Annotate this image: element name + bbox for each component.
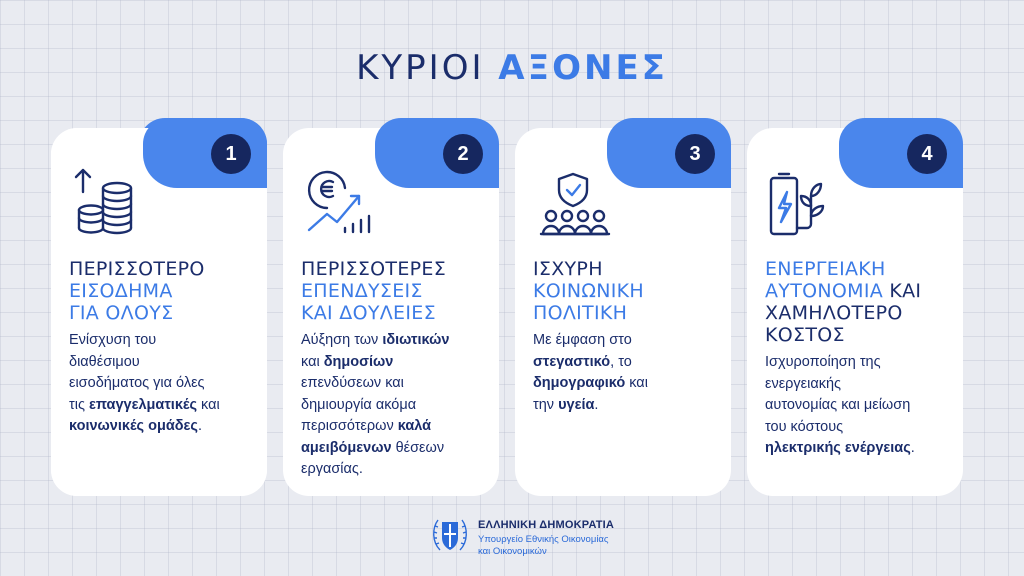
card-energy: [747, 118, 963, 496]
card-investments: [283, 118, 499, 496]
card-heading: ΠΕΡΙΣΣΟΤΕΡΕΣ ΕΠΕΝΔΥΣΕΙΣ ΚΑΙ ΔΟΥΛΕΙΕΣ: [301, 258, 446, 324]
card-heading: ΠΕΡΙΣΣΟΤΕΡΟ ΕΙΣΟΔΗΜΑ ΓΙΑ ΟΛΟΥΣ: [69, 258, 205, 324]
footer-ministry-line1: Υπουργείο Εθνικής Οικονομίας: [478, 534, 609, 545]
card-heading: ΙΣΧΥΡΗ ΚΟΙΝΩΝΙΚΗ ΠΟΛΙΤΙΚΗ: [533, 258, 645, 324]
footer-title: ΕΛΛΗΝΙΚΗ ΔΗΜΟΚΡΑΤΙΑ: [478, 519, 615, 531]
card-description: Με έμφαση στο στεγαστικό, το δημογραφικό και την υγεία.: [533, 332, 648, 413]
greek-coat-of-arms-icon: [430, 514, 470, 558]
card-number-badge: 4: [907, 134, 947, 174]
card-heading: ΕΝΕΡΓΕΙΑΚΗ ΑΥΤΟΝΟΜΙΑ ΚΑΙ ΧΑΜΗΛΟΤΕΡΟ ΚΟΣΤΟΣ: [765, 258, 922, 346]
card-social-policy: [515, 118, 731, 496]
card-description: Ισχυροποίηση της ενεργειακής αυτονομίας και μείωση του κόστους ηλεκτρικής ενέργειας.: [765, 354, 915, 456]
card-number-badge: 2: [443, 134, 483, 174]
card-description: Αύξηση των ιδιωτικών και δημοσίων επενδύσεων και δημιουργία ακόμα περισσότερων καλά αμειβόμενων θέσεων εργασίας.: [301, 332, 450, 477]
title-part2: ΑΞΟΝΕΣ: [498, 48, 668, 88]
card-number-badge: 3: [675, 134, 715, 174]
page-title: [0, 48, 1024, 88]
euro-growth-chart-icon: [301, 166, 381, 246]
card-description: Ενίσχυση του διαθέσιμου εισοδήματος για όλες τις επαγγελματικές και κοινωνικές ομάδες.: [69, 332, 220, 434]
battery-plant-icon: [765, 166, 845, 246]
shield-people-icon: [533, 166, 613, 246]
card-number-badge: 1: [211, 134, 251, 174]
title-part1: ΚΥΡΙΟΙ: [356, 48, 485, 88]
card-income: [51, 118, 267, 496]
coins-growth-icon: [69, 166, 149, 246]
footer-ministry-line2: και Οικονομικών: [478, 546, 547, 557]
footer-logo: [430, 514, 670, 564]
